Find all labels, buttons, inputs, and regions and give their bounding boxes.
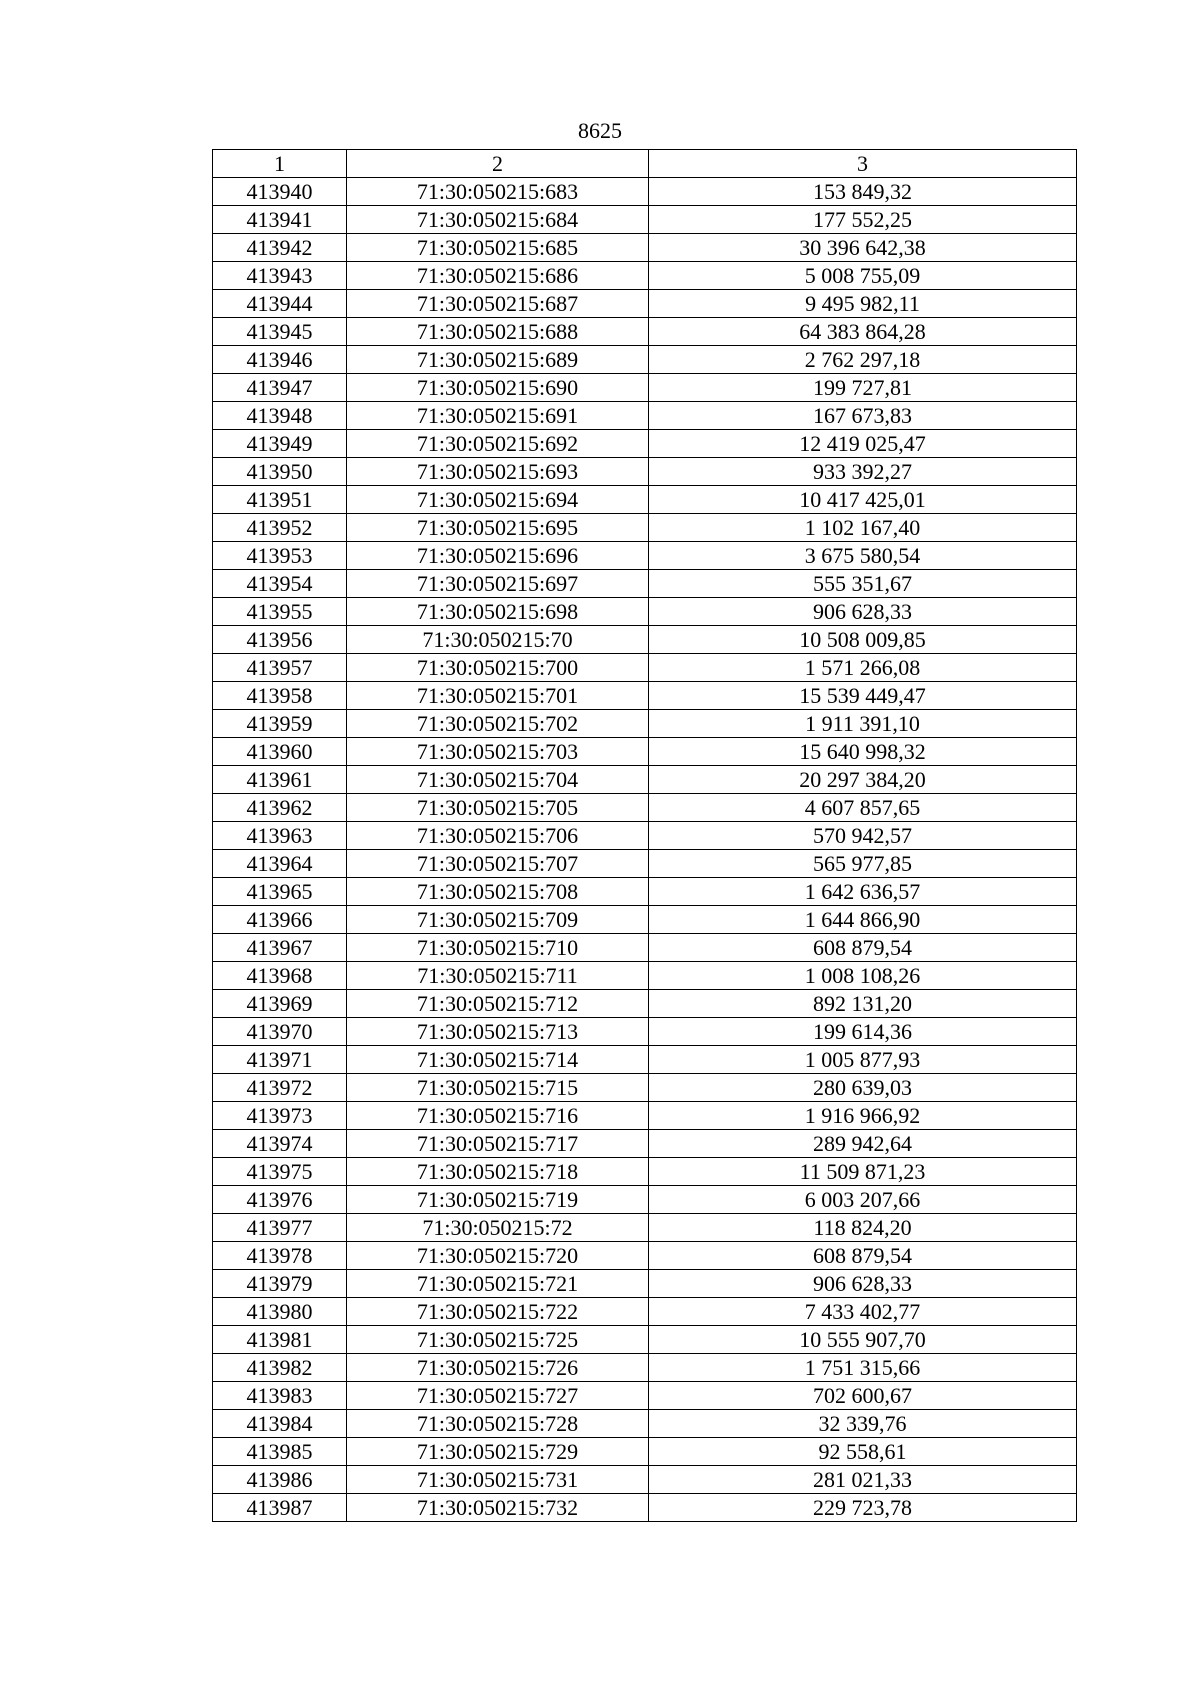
cadastral-number-cell: 71:30:050215:696 (347, 542, 649, 570)
row-number-cell: 413963 (213, 822, 347, 850)
cadastral-number-cell: 71:30:050215:709 (347, 906, 649, 934)
table-row (213, 990, 1077, 1018)
table-row (213, 850, 1077, 878)
cadastral-number-cell: 71:30:050215:689 (347, 346, 649, 374)
cadastral-number-cell: 71:30:050215:712 (347, 990, 649, 1018)
value-cell: 3 675 580,54 (649, 542, 1077, 570)
row-number-cell: 413971 (213, 1046, 347, 1074)
value-cell: 9 495 982,11 (649, 290, 1077, 318)
row-number-cell: 413960 (213, 738, 347, 766)
table-row (213, 1494, 1077, 1522)
row-number-cell: 413970 (213, 1018, 347, 1046)
table-row (213, 878, 1077, 906)
row-number-cell: 413957 (213, 654, 347, 682)
table-row (213, 234, 1077, 262)
table-row (213, 1354, 1077, 1382)
table-row (213, 1298, 1077, 1326)
cadastral-number-cell: 71:30:050215:711 (347, 962, 649, 990)
cadastral-number-cell: 71:30:050215:704 (347, 766, 649, 794)
cadastral-number-cell: 71:30:050215:72 (347, 1214, 649, 1242)
cadastral-number-cell: 71:30:050215:683 (347, 178, 649, 206)
row-number-cell: 413976 (213, 1186, 347, 1214)
row-number-cell: 413953 (213, 542, 347, 570)
value-cell: 906 628,33 (649, 1270, 1077, 1298)
cadastral-number-cell: 71:30:050215:691 (347, 402, 649, 430)
value-cell: 10 417 425,01 (649, 486, 1077, 514)
cadastral-number-cell: 71:30:050215:720 (347, 1242, 649, 1270)
table-row (213, 318, 1077, 346)
row-number-cell: 413962 (213, 794, 347, 822)
table-body (213, 150, 1077, 1522)
table-row (213, 1186, 1077, 1214)
cadastral-number-cell: 71:30:050215:693 (347, 458, 649, 486)
cadastral-number-cell: 71:30:050215:70 (347, 626, 649, 654)
cadastral-number-cell: 71:30:050215:725 (347, 1326, 649, 1354)
value-cell: 32 339,76 (649, 1410, 1077, 1438)
row-number-cell: 413956 (213, 626, 347, 654)
value-cell: 199 614,36 (649, 1018, 1077, 1046)
row-number-cell: 413949 (213, 430, 347, 458)
value-cell: 1 008 108,26 (649, 962, 1077, 990)
row-number-cell: 413967 (213, 934, 347, 962)
cadastral-number-cell: 71:30:050215:732 (347, 1494, 649, 1522)
table-row (213, 346, 1077, 374)
cadastral-number-cell: 71:30:050215:698 (347, 598, 649, 626)
table-row (213, 570, 1077, 598)
row-number-cell: 413952 (213, 514, 347, 542)
table-header-row (213, 150, 1077, 178)
table-row (213, 654, 1077, 682)
table-row (213, 1074, 1077, 1102)
value-cell: 92 558,61 (649, 1438, 1077, 1466)
cadastral-number-cell: 71:30:050215:714 (347, 1046, 649, 1074)
cadastral-number-cell: 71:30:050215:727 (347, 1382, 649, 1410)
value-cell: 570 942,57 (649, 822, 1077, 850)
value-cell: 280 639,03 (649, 1074, 1077, 1102)
value-cell: 608 879,54 (649, 1242, 1077, 1270)
cadastral-number-cell: 71:30:050215:700 (347, 654, 649, 682)
value-cell: 177 552,25 (649, 206, 1077, 234)
cadastral-number-cell: 71:30:050215:694 (347, 486, 649, 514)
value-cell: 15 640 998,32 (649, 738, 1077, 766)
row-number-cell: 413968 (213, 962, 347, 990)
row-number-cell: 413941 (213, 206, 347, 234)
table-row (213, 598, 1077, 626)
value-cell: 118 824,20 (649, 1214, 1077, 1242)
table-row (213, 178, 1077, 206)
row-number-cell: 413942 (213, 234, 347, 262)
cadastral-number-cell: 71:30:050215:715 (347, 1074, 649, 1102)
column-header-1: 1 (213, 150, 347, 178)
table-row (213, 682, 1077, 710)
cadastral-number-cell: 71:30:050215:722 (347, 1298, 649, 1326)
value-cell: 906 628,33 (649, 598, 1077, 626)
cadastral-number-cell: 71:30:050215:685 (347, 234, 649, 262)
table-row (213, 290, 1077, 318)
cadastral-number-cell: 71:30:050215:718 (347, 1158, 649, 1186)
value-cell: 608 879,54 (649, 934, 1077, 962)
cadastral-number-cell: 71:30:050215:716 (347, 1102, 649, 1130)
cadastral-number-cell: 71:30:050215:729 (347, 1438, 649, 1466)
row-number-cell: 413972 (213, 1074, 347, 1102)
row-number-cell: 413984 (213, 1410, 347, 1438)
table-row (213, 1214, 1077, 1242)
table-row (213, 1270, 1077, 1298)
value-cell: 6 003 207,66 (649, 1186, 1077, 1214)
value-cell: 555 351,67 (649, 570, 1077, 598)
table-row (213, 766, 1077, 794)
cadastral-number-cell: 71:30:050215:728 (347, 1410, 649, 1438)
cadastral-number-cell: 71:30:050215:721 (347, 1270, 649, 1298)
table-row (213, 374, 1077, 402)
value-cell: 1 751 315,66 (649, 1354, 1077, 1382)
value-cell: 702 600,67 (649, 1382, 1077, 1410)
value-cell: 1 642 636,57 (649, 878, 1077, 906)
cadastral-number-cell: 71:30:050215:713 (347, 1018, 649, 1046)
row-number-cell: 413980 (213, 1298, 347, 1326)
cadastral-number-cell: 71:30:050215:697 (347, 570, 649, 598)
row-number-cell: 413946 (213, 346, 347, 374)
row-number-cell: 413948 (213, 402, 347, 430)
row-number-cell: 413955 (213, 598, 347, 626)
value-cell: 12 419 025,47 (649, 430, 1077, 458)
cadastral-number-cell: 71:30:050215:705 (347, 794, 649, 822)
column-header-3: 3 (649, 150, 1077, 178)
row-number-cell: 413973 (213, 1102, 347, 1130)
value-cell: 281 021,33 (649, 1466, 1077, 1494)
table-row (213, 402, 1077, 430)
row-number-cell: 413982 (213, 1354, 347, 1382)
row-number-cell: 413945 (213, 318, 347, 346)
row-number-cell: 413959 (213, 710, 347, 738)
value-cell: 933 392,27 (649, 458, 1077, 486)
value-cell: 565 977,85 (649, 850, 1077, 878)
row-number-cell: 413965 (213, 878, 347, 906)
table-row (213, 1438, 1077, 1466)
value-cell: 229 723,78 (649, 1494, 1077, 1522)
row-number-cell: 413961 (213, 766, 347, 794)
value-cell: 2 762 297,18 (649, 346, 1077, 374)
table-row (213, 962, 1077, 990)
table-row (213, 458, 1077, 486)
row-number-cell: 413947 (213, 374, 347, 402)
value-cell: 289 942,64 (649, 1130, 1077, 1158)
cadastral-number-cell: 71:30:050215:717 (347, 1130, 649, 1158)
value-cell: 892 131,20 (649, 990, 1077, 1018)
table-row (213, 1130, 1077, 1158)
column-header-2: 2 (347, 150, 649, 178)
value-cell: 20 297 384,20 (649, 766, 1077, 794)
table-row (213, 710, 1077, 738)
value-cell: 15 539 449,47 (649, 682, 1077, 710)
row-number-cell: 413950 (213, 458, 347, 486)
value-cell: 1 005 877,93 (649, 1046, 1077, 1074)
cadastral-number-cell: 71:30:050215:692 (347, 430, 649, 458)
value-cell: 153 849,32 (649, 178, 1077, 206)
page-number: 8625 (578, 118, 622, 143)
cadastral-number-cell: 71:30:050215:688 (347, 318, 649, 346)
value-cell: 167 673,83 (649, 402, 1077, 430)
row-number-cell: 413975 (213, 1158, 347, 1186)
registry-table (212, 149, 1077, 1522)
row-number-cell: 413978 (213, 1242, 347, 1270)
row-number-cell: 413966 (213, 906, 347, 934)
row-number-cell: 413977 (213, 1214, 347, 1242)
cadastral-number-cell: 71:30:050215:701 (347, 682, 649, 710)
row-number-cell: 413979 (213, 1270, 347, 1298)
value-cell: 10 555 907,70 (649, 1326, 1077, 1354)
table-row (213, 822, 1077, 850)
row-number-cell: 413943 (213, 262, 347, 290)
table-row (213, 430, 1077, 458)
table-row (213, 1326, 1077, 1354)
value-cell: 4 607 857,65 (649, 794, 1077, 822)
value-cell: 1 102 167,40 (649, 514, 1077, 542)
value-cell: 11 509 871,23 (649, 1158, 1077, 1186)
table-row (213, 1046, 1077, 1074)
row-number-cell: 413983 (213, 1382, 347, 1410)
row-number-cell: 413985 (213, 1438, 347, 1466)
row-number-cell: 413940 (213, 178, 347, 206)
row-number-cell: 413986 (213, 1466, 347, 1494)
cadastral-number-cell: 71:30:050215:695 (347, 514, 649, 542)
row-number-cell: 413974 (213, 1130, 347, 1158)
row-number-cell: 413969 (213, 990, 347, 1018)
cadastral-number-cell: 71:30:050215:708 (347, 878, 649, 906)
cadastral-number-cell: 71:30:050215:686 (347, 262, 649, 290)
table-row (213, 206, 1077, 234)
value-cell: 30 396 642,38 (649, 234, 1077, 262)
cadastral-number-cell: 71:30:050215:684 (347, 206, 649, 234)
cadastral-number-cell: 71:30:050215:706 (347, 822, 649, 850)
cadastral-number-cell: 71:30:050215:710 (347, 934, 649, 962)
value-cell: 7 433 402,77 (649, 1298, 1077, 1326)
table-row (213, 626, 1077, 654)
row-number-cell: 413958 (213, 682, 347, 710)
row-number-cell: 413954 (213, 570, 347, 598)
table-row (213, 1410, 1077, 1438)
value-cell: 1 644 866,90 (649, 906, 1077, 934)
row-number-cell: 413981 (213, 1326, 347, 1354)
value-cell: 64 383 864,28 (649, 318, 1077, 346)
table-row (213, 1382, 1077, 1410)
cadastral-number-cell: 71:30:050215:703 (347, 738, 649, 766)
value-cell: 1 911 391,10 (649, 710, 1077, 738)
value-cell: 1 916 966,92 (649, 1102, 1077, 1130)
table-row (213, 1158, 1077, 1186)
table-row (213, 794, 1077, 822)
table-row (213, 1102, 1077, 1130)
table-row (213, 542, 1077, 570)
value-cell: 5 008 755,09 (649, 262, 1077, 290)
cadastral-number-cell: 71:30:050215:719 (347, 1186, 649, 1214)
table-row (213, 1242, 1077, 1270)
table-row (213, 934, 1077, 962)
row-number-cell: 413987 (213, 1494, 347, 1522)
table-row (213, 486, 1077, 514)
value-cell: 1 571 266,08 (649, 654, 1077, 682)
row-number-cell: 413951 (213, 486, 347, 514)
table-row (213, 514, 1077, 542)
cadastral-number-cell: 71:30:050215:687 (347, 290, 649, 318)
table-row (213, 906, 1077, 934)
table-row (213, 262, 1077, 290)
cadastral-number-cell: 71:30:050215:726 (347, 1354, 649, 1382)
cadastral-number-cell: 71:30:050215:707 (347, 850, 649, 878)
value-cell: 10 508 009,85 (649, 626, 1077, 654)
value-cell: 199 727,81 (649, 374, 1077, 402)
cadastral-number-cell: 71:30:050215:702 (347, 710, 649, 738)
table-row (213, 738, 1077, 766)
row-number-cell: 413964 (213, 850, 347, 878)
row-number-cell: 413944 (213, 290, 347, 318)
table-row (213, 1018, 1077, 1046)
cadastral-number-cell: 71:30:050215:690 (347, 374, 649, 402)
cadastral-number-cell: 71:30:050215:731 (347, 1466, 649, 1494)
table-row (213, 1466, 1077, 1494)
